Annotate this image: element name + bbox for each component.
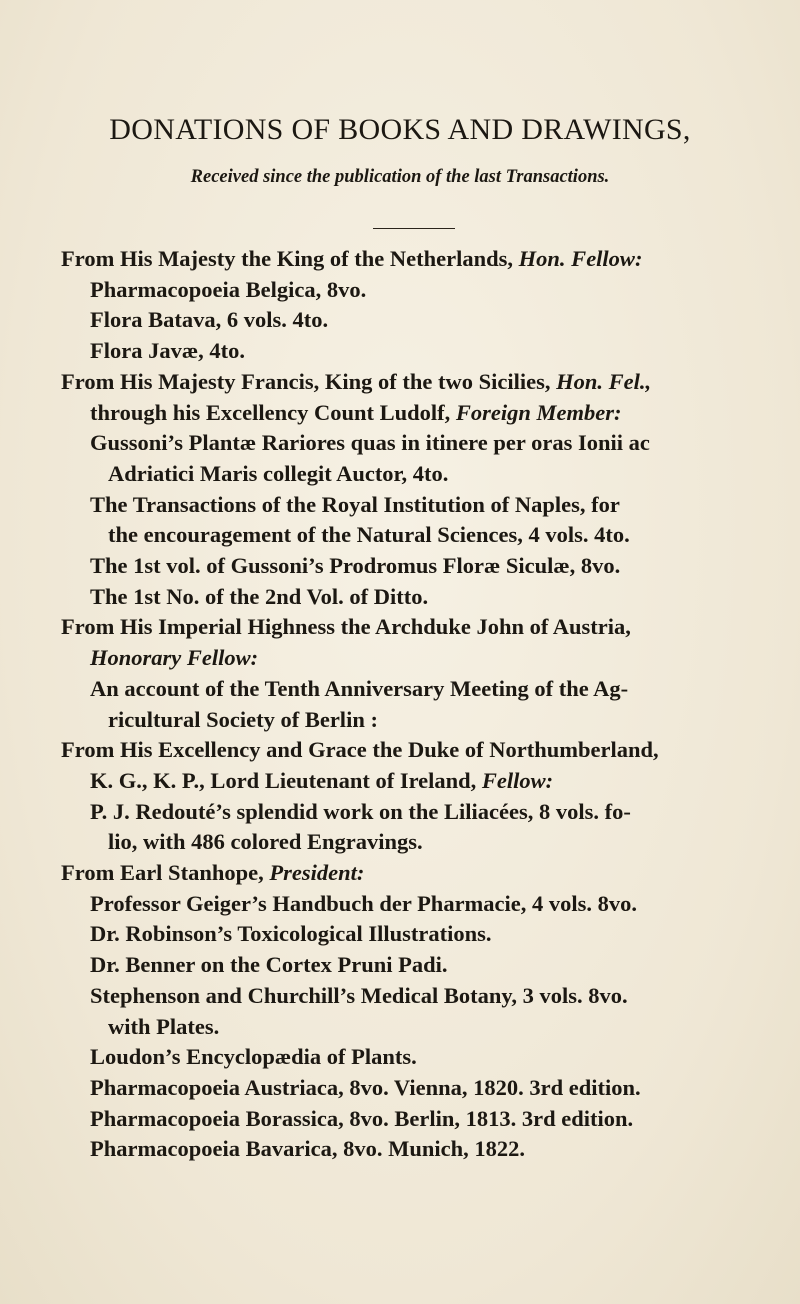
donation-item: The 1st vol. of Gussoni’s Prodromus Floræ Siculæ, 8vo. xyxy=(90,553,621,579)
donation-item: The Transactions of the Royal Institution of Naples, for xyxy=(90,491,620,517)
donation-item-continued: ricultural Society of Berlin : xyxy=(108,706,378,732)
donation-item-continued: Adriatici Maris collegit Auctor, 4to. xyxy=(108,460,449,486)
donation-item: Flora Batava, 6 vols. 4to. xyxy=(90,307,329,333)
donor-line-continued: Honorary Fellow: xyxy=(90,645,259,671)
donation-item: Pharmacopoeia Bavarica, 8vo. Munich, 1822. xyxy=(90,1136,525,1162)
donations-list xyxy=(61,244,761,1165)
donation-item: The 1st No. of the 2nd Vol. of Ditto. xyxy=(90,583,429,609)
donor-line-continued: through his Excellency Count Ludolf, Foreign Member: xyxy=(90,399,622,425)
donation-item-continued: with Plates. xyxy=(108,1013,220,1039)
donor-line: From His Majesty the King of the Netherlands, Hon. Fellow: xyxy=(61,246,643,271)
donation-item: Flora Javæ, 4to. xyxy=(90,338,245,364)
donation-item: Loudon’s Encyclopædia of Plants. xyxy=(90,1044,417,1070)
donation-item-continued: the encouragement of the Natural Sciences, 4 vols. 4to. xyxy=(108,522,630,548)
donation-item-continued: lio, with 486 colored Engravings. xyxy=(108,829,423,855)
section-divider xyxy=(373,228,455,229)
donor-line: From Earl Stanhope, President: xyxy=(61,860,365,886)
donation-item: Dr. Robinson’s Toxicological Illustrations. xyxy=(90,921,492,947)
donation-item: Stephenson and Churchill’s Medical Botany, 3 vols. 8vo. xyxy=(90,982,628,1008)
donation-item: An account of the Tenth Anniversary Meeting of the Ag- xyxy=(90,675,629,701)
page-title: DONATIONS OF BOOKS AND DRAWINGS, xyxy=(109,113,691,146)
donor-line: From His Majesty Francis, King of the two Sicilies, Hon. Fel., xyxy=(61,368,652,394)
donation-item: Pharmacopoeia Borassica, 8vo. Berlin, 1813. 3rd edition. xyxy=(90,1105,634,1131)
donor-line-continued: K. G., K. P., Lord Lieutenant of Ireland, Fellow: xyxy=(90,767,554,793)
donation-item: Pharmacopoeia Belgica, 8vo. xyxy=(90,276,367,302)
donation-item: Pharmacopoeia Austriaca, 8vo. Vienna, 1820. 3rd edition. xyxy=(90,1074,641,1100)
donation-item: Dr. Benner on the Cortex Pruni Padi. xyxy=(90,952,448,978)
donation-item: P. J. Redouté’s splendid work on the Liliacées, 8 vols. fo- xyxy=(90,798,631,824)
donation-item: Gussoni’s Plantæ Rariores quas in itinere per oras Ionii ac xyxy=(90,430,650,456)
page-subtitle: Received since the publication of the last Transactions. xyxy=(190,167,610,187)
donation-item: Professor Geiger’s Handbuch der Pharmacie, 4 vols. 8vo. xyxy=(90,890,638,916)
donor-line: From His Excellency and Grace the Duke of Northumberland, xyxy=(61,737,659,763)
donor-line: From His Imperial Highness the Archduke John of Austria, xyxy=(61,614,631,640)
